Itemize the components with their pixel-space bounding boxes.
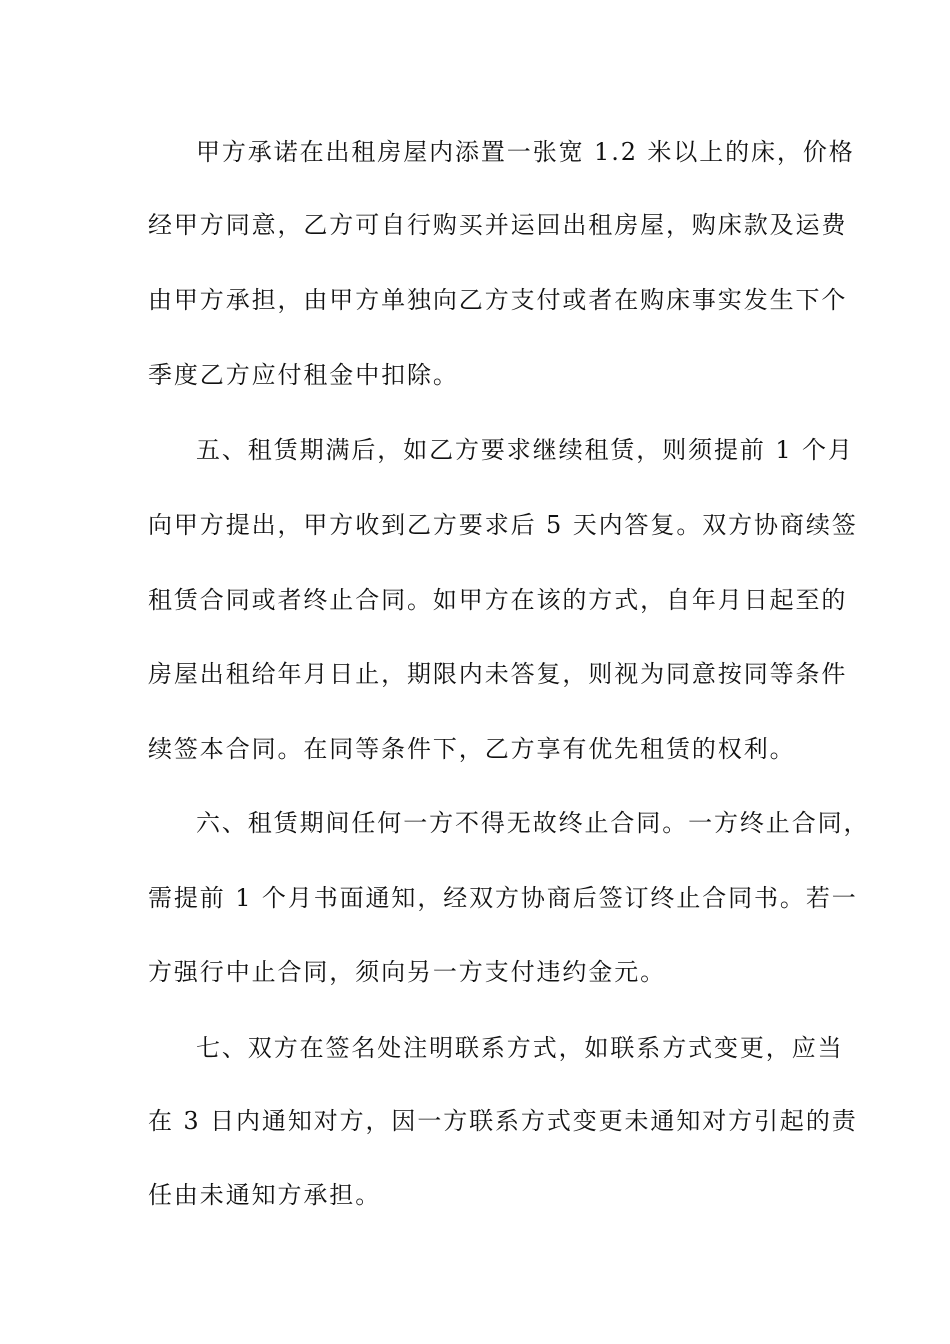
paragraph-line: 向甲方提出，甲方收到乙方要求后 5 天内答复。双方协商续签 (148, 511, 858, 539)
paragraph-line: 续签本合同。在同等条件下，乙方享有优先租赁的权利。 (148, 735, 796, 763)
paragraph-line: 房屋出租给年月日止，期限内未答复，则视为同意按同等条件 (148, 660, 848, 688)
paragraph-line: 六、租赁期间任何一方不得无故终止合同。一方终止合同， (196, 809, 870, 837)
paragraph-line: 七、双方在签名处注明联系方式，如联系方式变更，应当 (196, 1034, 844, 1062)
paragraph-line: 在 3 日内通知对方，因一方联系方式变更未通知对方引起的责 (148, 1107, 858, 1135)
paragraph-line: 租赁合同或者终止合同。如甲方在该的方式，自年月日起至的 (148, 586, 848, 614)
paragraph-line: 季度乙方应付租金中扣除。 (148, 361, 459, 389)
paragraph-line: 方强行中止合同，须向另一方支付违约金元。 (148, 958, 666, 986)
paragraph-line: 甲方承诺在出租房屋内添置一张宽 1.2 米以上的床，价格 (196, 138, 855, 166)
paragraph-line: 五、租赁期满后，如乙方要求继续租赁，则须提前 1 个月 (196, 436, 854, 464)
paragraph-line: 经甲方同意，乙方可自行购买并运回出租房屋，购床款及运费 (148, 211, 848, 239)
paragraph-line: 由甲方承担，由甲方单独向乙方支付或者在购床事实发生下个 (148, 286, 848, 314)
paragraph-line: 需提前 1 个月书面通知，经双方协商后签订终止合同书。若一 (148, 884, 858, 912)
paragraph-line: 任由未通知方承担。 (148, 1181, 382, 1209)
